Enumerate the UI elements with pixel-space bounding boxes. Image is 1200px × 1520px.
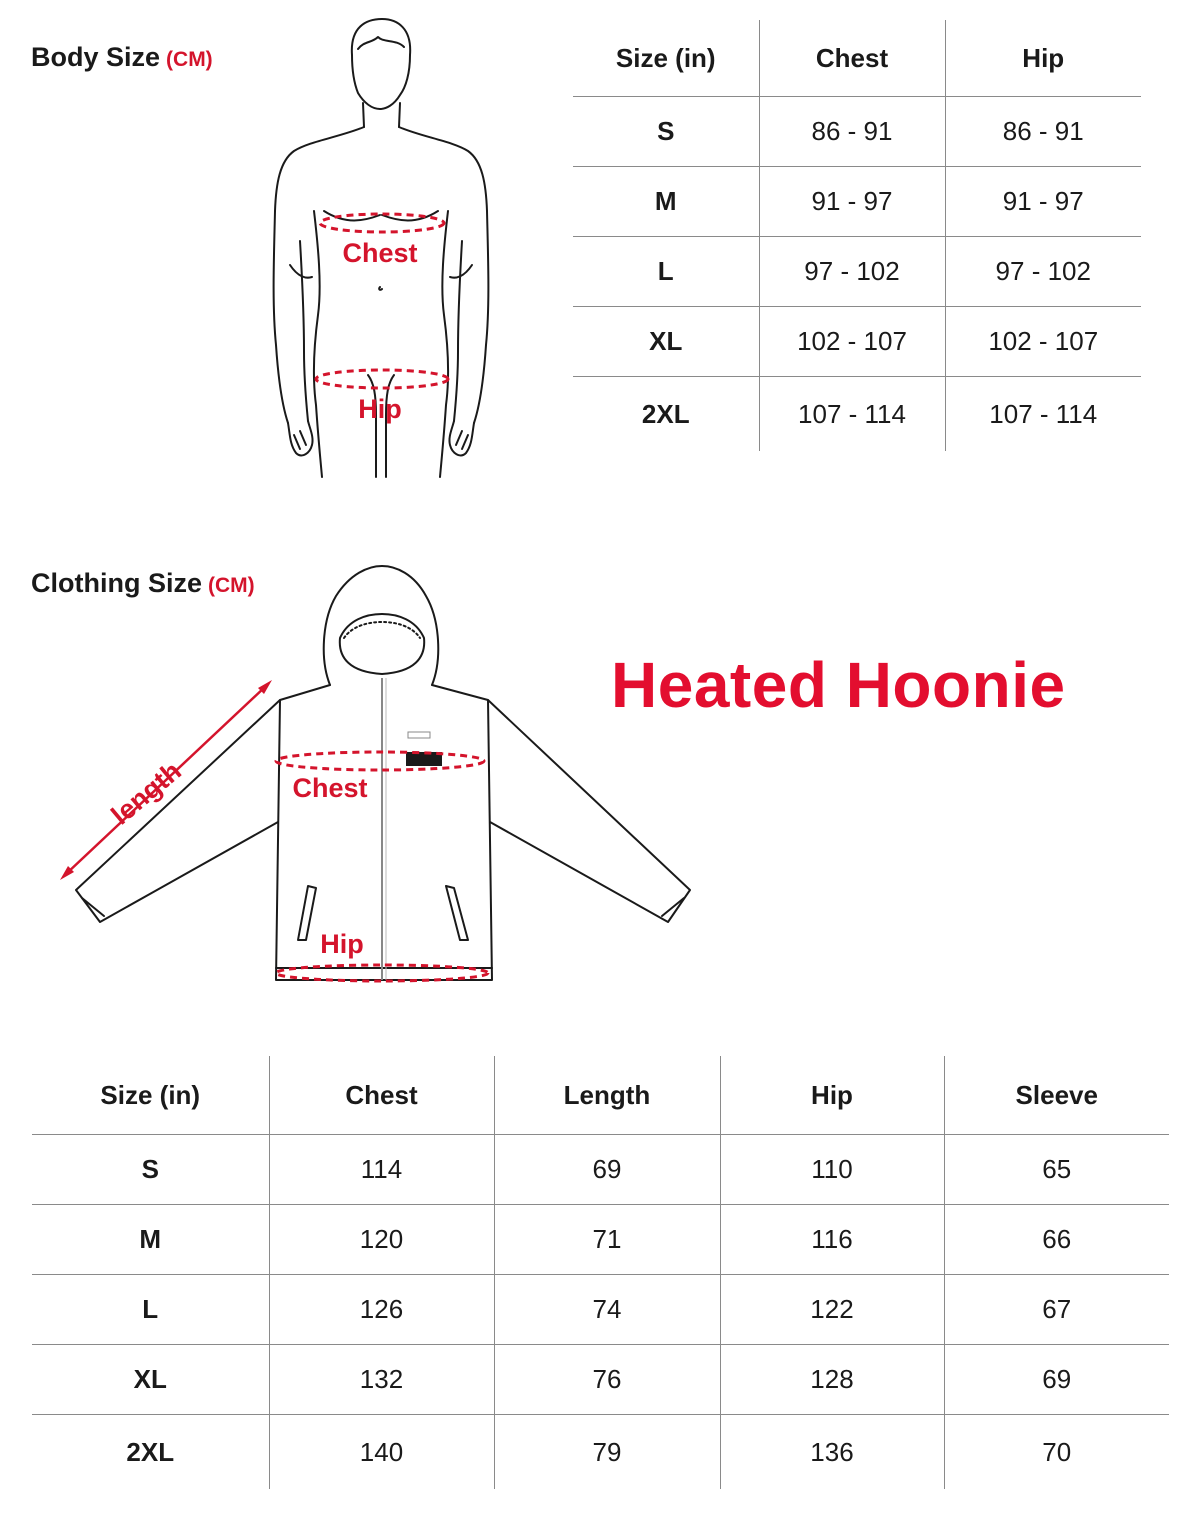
body-size-title	[31, 42, 213, 73]
sleeve-cell: 69	[944, 1345, 1169, 1415]
col-header-chest: Chest	[759, 20, 945, 97]
clothing-size-table	[32, 1056, 1169, 1489]
col-header-hip: Hip	[720, 1056, 944, 1135]
size-cell: L	[32, 1275, 269, 1345]
table-row	[573, 377, 1141, 452]
body-size-title-text: Body Size	[31, 42, 161, 72]
body-chest-label: Chest	[342, 238, 418, 268]
table-row	[573, 97, 1141, 167]
product-name: Heated Hoonie	[611, 649, 1066, 721]
chest-cell: 140	[269, 1415, 494, 1490]
size-cell: M	[573, 167, 759, 237]
sleeve-cell: 65	[944, 1135, 1169, 1205]
size-cell: XL	[32, 1345, 269, 1415]
table-row	[32, 1275, 1169, 1345]
chest-cell: 126	[269, 1275, 494, 1345]
chest-cell: 97 - 102	[759, 237, 945, 307]
length-cell: 76	[494, 1345, 720, 1415]
hip-cell: 107 - 114	[945, 377, 1141, 452]
body-size-unit: (CM)	[166, 48, 213, 71]
col-header-size: Size (in)	[32, 1056, 269, 1135]
clothing-chest-label: Chest	[292, 773, 368, 803]
chest-cell: 120	[269, 1205, 494, 1275]
sleeve-cell: 67	[944, 1275, 1169, 1345]
hip-cell: 97 - 102	[945, 237, 1141, 307]
hoodie-outline-icon	[40, 560, 720, 1000]
chest-cell: 114	[269, 1135, 494, 1205]
chest-cell: 107 - 114	[759, 377, 945, 452]
table-row	[32, 1205, 1169, 1275]
chest-cell: 86 - 91	[759, 97, 945, 167]
body-outline-icon	[260, 15, 500, 480]
length-cell: 71	[494, 1205, 720, 1275]
hip-cell: 128	[720, 1345, 944, 1415]
hip-cell: 116	[720, 1205, 944, 1275]
length-cell: 69	[494, 1135, 720, 1205]
table-row	[573, 237, 1141, 307]
length-cell: 79	[494, 1415, 720, 1490]
size-cell: L	[573, 237, 759, 307]
col-header-hip: Hip	[945, 20, 1141, 97]
chest-cell: 91 - 97	[759, 167, 945, 237]
hip-cell: 102 - 107	[945, 307, 1141, 377]
size-cell: 2XL	[641, 398, 690, 429]
chest-cell: 132	[269, 1345, 494, 1415]
col-header-sleeve: Sleeve	[944, 1056, 1169, 1135]
hip-cell: 110	[720, 1135, 944, 1205]
chest-cell: 102 - 107	[759, 307, 945, 377]
table-row	[573, 307, 1141, 377]
sleeve-cell: 66	[944, 1205, 1169, 1275]
size-cell: XL	[573, 307, 759, 377]
hip-cell: 136	[720, 1415, 944, 1490]
clothing-size-unit: (CM)	[208, 574, 255, 597]
table-row	[32, 1345, 1169, 1415]
length-cell: 74	[494, 1275, 720, 1345]
table-row	[32, 1415, 1169, 1490]
body-size-table	[573, 20, 1141, 451]
hip-cell: 86 - 91	[945, 97, 1141, 167]
size-cell: S	[32, 1135, 269, 1205]
table-row	[573, 167, 1141, 237]
size-cell: S	[573, 97, 759, 167]
clothing-hip-label: Hip	[320, 929, 364, 959]
body-hip-label: Hip	[358, 394, 402, 424]
size-cell: 2XL	[126, 1436, 175, 1467]
col-header-length: Length	[494, 1056, 720, 1135]
hip-cell: 122	[720, 1275, 944, 1345]
table-header-row	[32, 1056, 1169, 1135]
table-header-row	[573, 20, 1141, 97]
size-cell: M	[32, 1205, 269, 1275]
sleeve-cell: 70	[944, 1415, 1169, 1490]
col-header-chest: Chest	[269, 1056, 494, 1135]
clothing-size-title-text: Clothing Size	[31, 568, 202, 598]
col-header-size: Size (in)	[573, 20, 759, 97]
table-row	[32, 1135, 1169, 1205]
clothing-length-label: length	[105, 755, 187, 831]
hip-cell: 91 - 97	[945, 167, 1141, 237]
